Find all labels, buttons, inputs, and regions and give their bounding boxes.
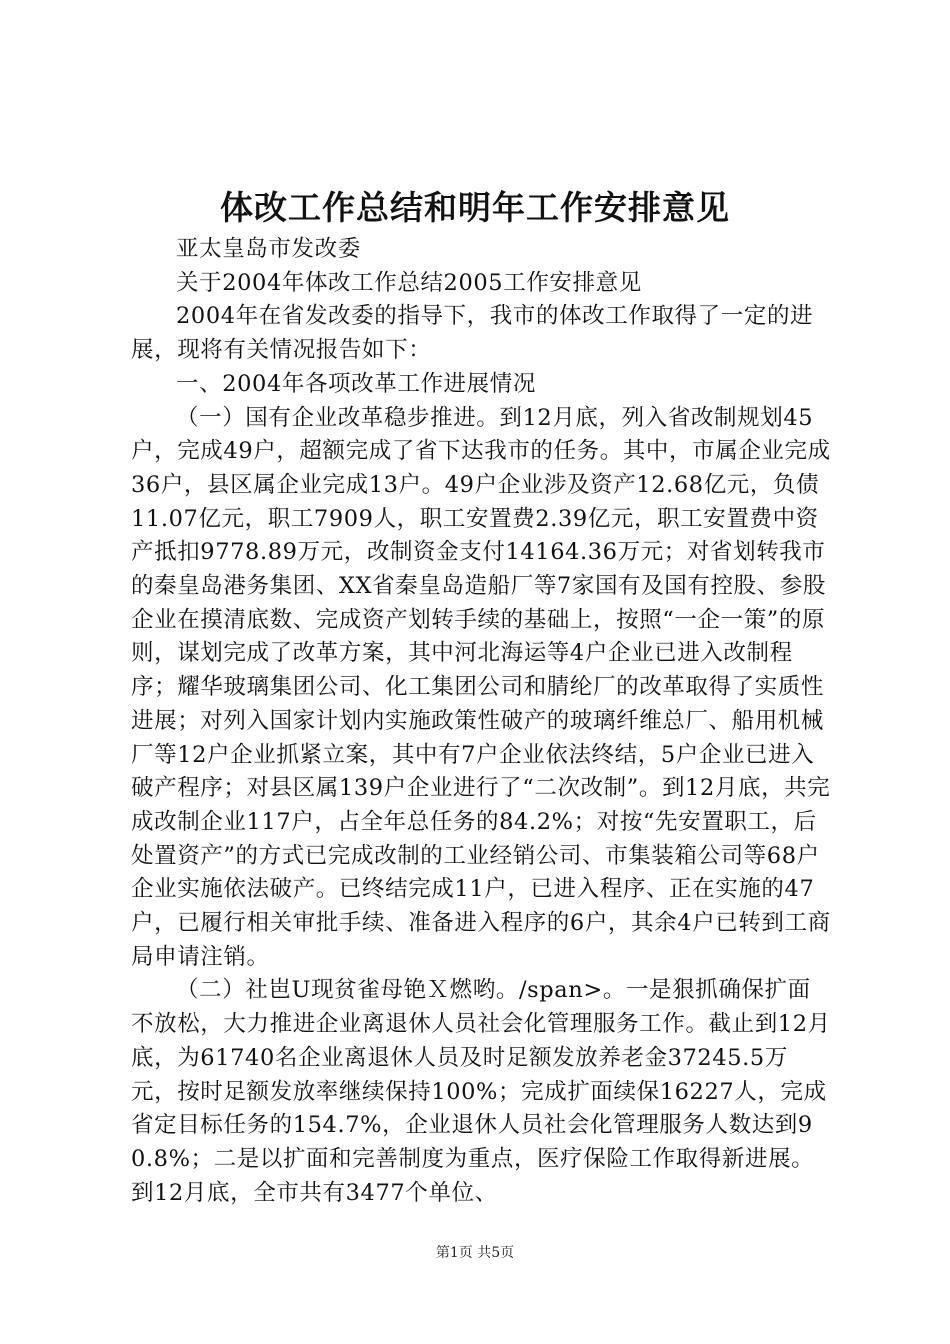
- paragraph-intro: 2004年在省发改委的指导下，我市的体改工作取得了一定的进展，现将有关情况报告如下：: [131, 303, 814, 364]
- paragraph-social-security: （二）社岜U现贫雀母铯Ｘ燃哟。/span>。一是狠抓确保扩面不放松，大力推进企业离退休人员社会化管理服务工作。截止到12月底，为61740名企业离退休人员及时足额发放养老金37245.5万元，按时足额发放率继续保持100%；完成扩面续保16227人，完成省定目标任务的154.7%，企业退休人员社会化管理服务人数达到90.8%；二是以扩面和完善制度为重点，医疗保险工作取得新进展。到12月底，全市共有3477个单位、: [131, 977, 831, 1206]
- paragraph-organization: 亚太皇岛市发改委: [176, 236, 361, 262]
- paragraph-subject: 关于2004年体改工作总结2005工作安排意见: [176, 269, 642, 296]
- section-heading-progress: 一、2004年各项改革工作进展情况: [176, 370, 536, 397]
- paragraph-soe-reform: （一）国有企业改革稳步推进。到12月底，列入省改制规划45户，完成49户，超额完成了省下达我市的任务。其中，市属企业完成36户，县区属企业完成13户。49户企业涉及资产12.68亿元，负债11.07亿元，职工7909人，职工安置费2.39亿元，职工安置费中资产抵扣9778.89万元，改制资金支付14164.36万元；对省划转我市的秦皇岛港务集团、XX省秦皇岛造船厂等7家国有及国有控股、参股企业在摸清底数、完成资产划转手续的基础上，按照“一企一策”的原则，谋划完成了改革方案，其中河北海运等4户企业已进入改制程序；耀华玻璃集团公司、化工集团公司和腈纶厂的改革取得了实质性进展；对列入国家计划内实施政策性破产的玻璃纤维总厂、船用机械厂等12户企业抓紧立案，其中有7户企业依法终结，5户企业已进入破产程序；对县区属139户企业进行了“二次改制”。到12月底，共完成改制企业117户，占全年总任务的84.2%；对按“先安置职工，后处置资产”的方式已完成改制的工业经销公司、市集装箱公司等68户企业实施依法破产。已终结完成11户，已进入程序、正在实施的47户，已履行相关审批手续、准备进入程序的6户，其余4户已转到工商局申请注销。: [131, 404, 831, 970]
- page-footer: 第1页 共5页: [435, 1245, 515, 1261]
- document-title: 体改工作总结和明年工作安排意见: [220, 188, 730, 227]
- document-body: [131, 233, 831, 1210]
